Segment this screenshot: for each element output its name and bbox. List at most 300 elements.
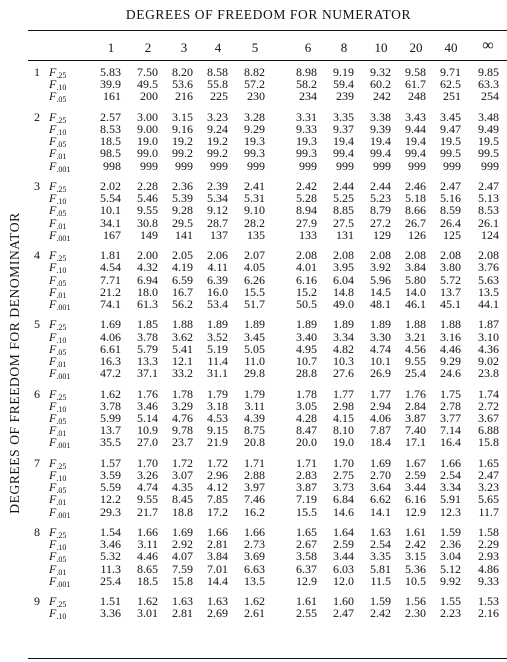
table-cell: 1.53 — [478, 594, 499, 609]
table-cell: 1.65 — [478, 455, 499, 470]
table-cell: 10.9 — [137, 423, 158, 438]
table-cell: 1.61 — [405, 525, 426, 539]
table-cell: 3.44 — [333, 549, 354, 564]
table-cell: 2.44 — [370, 179, 391, 193]
table-cell: 3.26 — [137, 468, 158, 482]
table-row — [0, 77, 507, 93]
alpha-subscript: .01 — [56, 567, 67, 577]
table-cell: 1.51 — [100, 594, 121, 609]
table-cell: 1.70 — [333, 455, 354, 470]
table-cell: 28.2 — [244, 215, 265, 230]
alpha-subscript: .01 — [56, 290, 67, 300]
table-row — [0, 526, 507, 538]
table-cell: 1.79 — [244, 386, 265, 401]
alpha-subscript: .10 — [56, 404, 67, 414]
table-cell: 19.0 — [333, 435, 354, 450]
table-cell: 62.5 — [440, 77, 461, 92]
table-cell: 999 — [481, 158, 499, 173]
table-cell: 15.8 — [172, 573, 193, 588]
alpha-subscript: .25 — [56, 185, 67, 194]
table-cell: 5.80 — [405, 272, 426, 287]
table-cell: 15.5 — [296, 504, 317, 519]
numerator-df-3: 3 — [180, 40, 188, 55]
table-cell: 1.70 — [137, 455, 158, 470]
table-row — [0, 217, 507, 229]
table-row — [0, 594, 507, 610]
alpha-subscript: .001 — [56, 372, 71, 382]
table-cell: 57.2 — [244, 77, 265, 92]
alpha-subscript: .05 — [56, 486, 67, 496]
table-cell: 2.08 — [370, 248, 391, 263]
table-cell: 7.71 — [100, 272, 121, 287]
table-cell: 3.77 — [440, 411, 461, 425]
table-cell: 9.29 — [244, 122, 265, 136]
table-cell: 3.43 — [405, 109, 426, 124]
table-row — [0, 492, 507, 508]
table-row — [0, 134, 507, 150]
table-row — [0, 180, 507, 192]
table-cell: 4.76 — [172, 411, 193, 425]
table-cell: 12.9 — [405, 504, 426, 519]
table-cell: 149 — [140, 227, 158, 242]
table-cell: 16.3 — [100, 354, 121, 368]
table-cell: 1.66 — [207, 525, 228, 539]
table-cell: 998 — [103, 158, 121, 173]
table-cell: 27.0 — [137, 435, 158, 450]
table-cell: 58.2 — [296, 77, 317, 92]
alpha-subscript: .10 — [56, 335, 67, 345]
table-cell: 18.4 — [370, 435, 391, 450]
table-cell: 2.16 — [478, 606, 499, 621]
table-cell: 9.49 — [478, 122, 499, 136]
alpha-subscript: .10 — [56, 128, 67, 137]
alpha-subscript: .01 — [56, 360, 67, 369]
table-cell: 1.85 — [137, 317, 158, 332]
table-cell: 9.71 — [440, 65, 461, 79]
table-cell: 99.3 — [244, 146, 265, 161]
table-cell: 248 — [408, 89, 426, 104]
table-cell: 2.47 — [333, 606, 354, 621]
table-cell: 1.58 — [478, 525, 499, 539]
table-cell: 3.78 — [100, 398, 121, 413]
table-cell: 2.98 — [333, 398, 354, 413]
table-row — [0, 66, 507, 78]
table-cell: 6.88 — [478, 423, 499, 438]
table-cell: 999 — [175, 158, 193, 173]
table-cell: 3.11 — [244, 398, 265, 413]
table-cell: 3.30 — [370, 329, 391, 344]
table-cell: 5.79 — [137, 341, 158, 356]
f-symbol: F — [49, 366, 57, 381]
table-cell: 4.56 — [405, 341, 426, 356]
table-cell: 9.24 — [207, 122, 228, 136]
denominator-axis-label-text: DEGREES OF FREEDOM FOR DENOMINATOR — [7, 212, 22, 514]
table-cell: 47.2 — [100, 366, 121, 381]
table-cell: 3.28 — [244, 109, 265, 124]
table-cell: 9.28 — [172, 203, 193, 218]
table-cell: 6.84 — [333, 492, 354, 507]
table-cell: 4.28 — [296, 411, 317, 425]
table-cell: 53.4 — [207, 297, 228, 311]
table-cell: 2.05 — [172, 248, 193, 263]
table-cell: 9.78 — [172, 423, 193, 438]
table-cell: 16.7 — [172, 284, 193, 299]
f-symbol: F — [49, 65, 57, 79]
table-cell: 1.56 — [405, 594, 426, 609]
table-cell: 4.06 — [100, 329, 121, 344]
alpha-subscript: .05 — [56, 347, 67, 357]
alpha-level — [49, 506, 70, 522]
table-cell: 1.71 — [296, 455, 317, 470]
table-cell: 61.7 — [405, 77, 426, 92]
table-row — [0, 355, 507, 367]
table-cell: 2.78 — [440, 398, 461, 413]
denominator-df: 7 — [34, 455, 40, 470]
table-cell: 8.85 — [333, 203, 354, 218]
alpha-subscript: .25 — [56, 71, 67, 80]
table-cell: 4.15 — [333, 411, 354, 425]
f-symbol: F — [49, 203, 57, 218]
table-cell: 4.74 — [137, 480, 158, 495]
table-cell: 7.50 — [137, 65, 158, 79]
alpha-subscript: .01 — [56, 429, 67, 439]
table-cell: 21.7 — [137, 504, 158, 519]
table-row — [0, 457, 507, 469]
table-cell: 2.47 — [478, 468, 499, 482]
table-cell: 2.28 — [137, 179, 158, 193]
denominator-df: 6 — [34, 386, 40, 401]
table-cell: 5.34 — [207, 191, 228, 206]
table-cell: 10.1 — [370, 354, 391, 368]
table-cell: 2.92 — [172, 537, 193, 552]
table-cell: 56.2 — [172, 297, 193, 311]
table-cell: 3.29 — [172, 398, 193, 413]
table-cell: 15.2 — [296, 284, 317, 299]
table-row — [0, 412, 507, 424]
alpha-level — [49, 367, 70, 383]
table-cell: 124 — [481, 227, 499, 242]
alpha-subscript: .25 — [56, 323, 67, 333]
table-cell: 10.5 — [405, 573, 426, 588]
alpha-subscript: .25 — [56, 254, 67, 264]
table-cell: 9.33 — [296, 122, 317, 136]
table-cell: 4.36 — [478, 341, 499, 356]
table-cell: 27.6 — [333, 366, 354, 381]
alpha-subscript: .10 — [56, 83, 67, 93]
table-row — [0, 537, 507, 553]
alpha-subscript: .01 — [56, 152, 67, 162]
f-symbol: F — [49, 468, 57, 482]
table-cell: 7.14 — [440, 423, 461, 438]
table-cell: 6.62 — [370, 492, 391, 507]
table-cell: 2.46 — [405, 179, 426, 193]
table-cell: 9.55 — [405, 354, 426, 368]
table-cell: 23.8 — [478, 366, 499, 381]
f-symbol: F — [49, 109, 57, 124]
table-row — [0, 423, 507, 439]
table-cell: 14.1 — [370, 504, 391, 519]
table-cell: 2.42 — [370, 606, 391, 621]
f-symbol: F — [49, 122, 57, 136]
table-cell: 3.15 — [172, 109, 193, 124]
table-cell: 15.8 — [478, 435, 499, 450]
table-cell: 6.39 — [207, 272, 228, 287]
alpha-subscript: .001 — [56, 510, 71, 520]
table-cell: 1.63 — [172, 594, 193, 609]
table-cell: 1.78 — [296, 386, 317, 401]
alpha-subscript: .05 — [56, 140, 67, 150]
table-cell: 3.36 — [100, 606, 121, 621]
table-cell: 49.5 — [137, 77, 158, 92]
table-cell: 51.7 — [244, 297, 265, 311]
table-cell: 53.6 — [172, 77, 193, 92]
f-symbol: F — [49, 455, 57, 470]
table-cell: 1.89 — [244, 317, 265, 332]
table-cell: 5.59 — [100, 480, 121, 495]
f-symbol: F — [49, 386, 57, 401]
table-cell: 125 — [443, 227, 461, 242]
table-cell: 12.0 — [333, 573, 354, 588]
table-cell: 5.65 — [478, 492, 499, 507]
table-cell: 18.5 — [100, 134, 121, 149]
table-cell: 29.5 — [172, 215, 193, 230]
table-cell: 3.64 — [370, 480, 391, 495]
table-cell: 14.6 — [333, 504, 354, 519]
table-cell: 9.15 — [207, 423, 228, 438]
table-row — [0, 400, 507, 412]
table-cell: 1.89 — [370, 317, 391, 332]
table-row — [0, 286, 507, 298]
table-cell: 7.87 — [370, 423, 391, 438]
table-cell: 3.11 — [137, 537, 158, 552]
table-cell: 234 — [299, 89, 317, 104]
table-cell: 11.3 — [100, 561, 121, 576]
table-cell: 2.54 — [370, 537, 391, 552]
table-cell: 3.84 — [207, 549, 228, 564]
table-cell: 9.12 — [207, 203, 228, 218]
table-row — [0, 343, 507, 355]
table-cell: 63.3 — [478, 77, 499, 92]
table-cell: 2.81 — [207, 537, 228, 552]
table-cell: 3.95 — [333, 260, 354, 275]
table-cell: 6.04 — [333, 272, 354, 287]
table-cell: 1.64 — [333, 525, 354, 539]
table-cell: 6.94 — [137, 272, 158, 287]
table-cell: 3.40 — [296, 329, 317, 344]
table-row — [0, 260, 507, 276]
table-cell: 5.81 — [370, 561, 391, 576]
alpha-subscript: .25 — [56, 531, 67, 540]
table-cell: 3.62 — [172, 329, 193, 344]
table-cell: 12.2 — [100, 492, 121, 507]
table-cell: 13.5 — [478, 284, 499, 299]
table-cell: 2.08 — [333, 248, 354, 263]
table-cell: 1.62 — [100, 386, 121, 401]
table-cell: 8.58 — [207, 65, 228, 79]
table-cell: 3.31 — [296, 109, 317, 124]
table-cell: 9.58 — [405, 65, 426, 79]
f-symbol: F — [49, 525, 57, 539]
table-cell: 11.7 — [478, 504, 499, 519]
table-cell: 3.01 — [137, 606, 158, 621]
table-cell: 1.77 — [370, 386, 391, 401]
table-cell: 3.84 — [405, 260, 426, 275]
table-cell: 98.5 — [100, 146, 121, 161]
table-cell: 5.13 — [478, 191, 499, 206]
table-cell: 19.4 — [370, 134, 391, 149]
numerator-df-10: 10 — [374, 40, 388, 55]
table-cell: 14.0 — [405, 284, 426, 299]
table-cell: 2.83 — [296, 468, 317, 482]
table-cell: 131 — [336, 227, 354, 242]
table-cell: 1.59 — [440, 525, 461, 539]
table-cell: 17.1 — [405, 435, 426, 450]
alpha-subscript: .10 — [56, 612, 67, 622]
table-cell: 999 — [443, 158, 461, 173]
table-cell: 2.94 — [370, 398, 391, 413]
table-cell: 2.59 — [333, 537, 354, 552]
table-cell: 14.8 — [333, 284, 354, 299]
table-row — [0, 331, 507, 343]
table-cell: 9.32 — [370, 65, 391, 79]
table-cell: 2.47 — [478, 179, 499, 193]
table-cell: 1.81 — [100, 248, 121, 263]
table-cell: 5.28 — [296, 191, 317, 206]
table-cell: 4.19 — [172, 260, 193, 275]
table-cell: 2.07 — [244, 248, 265, 263]
table-cell: 14.5 — [370, 284, 391, 299]
table-cell: 1.66 — [244, 525, 265, 539]
table-cell: 3.46 — [100, 537, 121, 552]
table-cell: 251 — [443, 89, 461, 104]
table-cell: 1.87 — [478, 317, 499, 332]
f-symbol: F — [49, 573, 57, 588]
table-cell: 3.44 — [405, 480, 426, 495]
alpha-level — [49, 90, 66, 106]
table-cell: 1.59 — [370, 594, 391, 609]
table-cell: 3.92 — [370, 260, 391, 275]
table-cell: 9.37 — [333, 122, 354, 136]
table-cell: 33.2 — [172, 366, 193, 381]
f-symbol: F — [49, 134, 57, 149]
table-cell: 3.07 — [172, 468, 193, 482]
table-cell: 3.15 — [405, 549, 426, 564]
table-cell: 7.46 — [244, 492, 265, 507]
table-cell: 2.41 — [244, 179, 265, 193]
alpha-level — [49, 607, 66, 623]
table-row — [0, 317, 507, 333]
table-row — [0, 229, 507, 241]
table-cell: 3.10 — [478, 329, 499, 344]
table-cell: 141 — [175, 227, 193, 242]
table-cell: 1.55 — [440, 594, 461, 609]
table-cell: 21.2 — [100, 284, 121, 299]
table-cell: 16.2 — [244, 504, 265, 519]
alpha-subscript: .001 — [56, 233, 71, 243]
table-cell: 99.2 — [172, 146, 193, 161]
table-cell: 167 — [103, 227, 121, 242]
table-cell: 44.1 — [478, 297, 499, 311]
f-symbol: F — [49, 492, 57, 507]
table-cell: 99.4 — [370, 146, 391, 161]
table-cell: 3.23 — [207, 109, 228, 124]
table-cell: 25.4 — [100, 573, 121, 588]
table-cell: 230 — [247, 89, 265, 104]
table-row — [0, 274, 507, 286]
table-cell: 14.4 — [207, 573, 228, 588]
f-symbol: F — [49, 248, 57, 263]
table-cell: 1.89 — [207, 317, 228, 332]
table-cell: 13.5 — [244, 573, 265, 588]
table-cell: 18.5 — [137, 573, 158, 588]
table-cell: 8.98 — [296, 65, 317, 79]
table-cell: 99.4 — [405, 146, 426, 161]
table-row — [0, 298, 507, 310]
table-cell: 8.10 — [333, 423, 354, 438]
table-row — [0, 388, 507, 400]
table-cell: 19.3 — [244, 134, 265, 149]
table-cell: 3.45 — [244, 329, 265, 344]
table-row — [0, 191, 507, 207]
table-cell: 3.16 — [440, 329, 461, 344]
table-cell: 1.69 — [370, 455, 391, 470]
table-cell: 29.3 — [100, 504, 121, 519]
denominator-df: 8 — [34, 525, 40, 539]
table-cell: 5.91 — [440, 492, 461, 507]
table-cell: 99.3 — [296, 146, 317, 161]
table-cell: 4.54 — [100, 260, 121, 275]
table-cell: 5.54 — [100, 191, 121, 206]
table-cell: 5.39 — [172, 191, 193, 206]
table-cell: 999 — [210, 158, 228, 173]
table-cell: 8.45 — [172, 492, 193, 507]
table-cell: 8.65 — [137, 561, 158, 576]
f-symbol: F — [49, 594, 57, 609]
f-symbol: F — [49, 191, 57, 206]
table-cell: 9.92 — [440, 573, 461, 588]
table-cell: 11.4 — [207, 354, 228, 368]
table-cell: 254 — [481, 89, 499, 104]
table-cell: 3.35 — [370, 549, 391, 564]
table-cell: 26.1 — [478, 215, 499, 230]
table-cell: 13.7 — [100, 423, 121, 438]
table-row — [0, 89, 507, 105]
table-cell: 5.32 — [100, 549, 121, 564]
table-cell: 7.01 — [207, 561, 228, 576]
table-cell: 1.74 — [478, 386, 499, 401]
table-cell: 7.19 — [296, 492, 317, 507]
table-cell: 1.69 — [100, 317, 121, 332]
table-cell: 9.85 — [478, 65, 499, 79]
table-cell: 2.69 — [207, 606, 228, 621]
table-cell: 2.93 — [478, 549, 499, 564]
f-symbol: F — [49, 329, 57, 344]
f-symbol: F — [49, 549, 57, 564]
table-cell: 2.06 — [207, 248, 228, 263]
table-cell: 3.73 — [333, 480, 354, 495]
table-cell: 8.75 — [244, 423, 265, 438]
table-cell: 161 — [103, 89, 121, 104]
alpha-subscript: .001 — [56, 164, 71, 174]
table-cell: 1.61 — [296, 594, 317, 609]
table-cell: 3.69 — [244, 549, 265, 564]
table-cell: 1.60 — [333, 594, 354, 609]
table-cell: 3.34 — [333, 329, 354, 344]
table-cell: 27.2 — [370, 215, 391, 230]
numerator-df-4: 4 — [214, 40, 222, 55]
table-cell: 5.05 — [244, 341, 265, 356]
table-cell: 18.8 — [172, 504, 193, 519]
